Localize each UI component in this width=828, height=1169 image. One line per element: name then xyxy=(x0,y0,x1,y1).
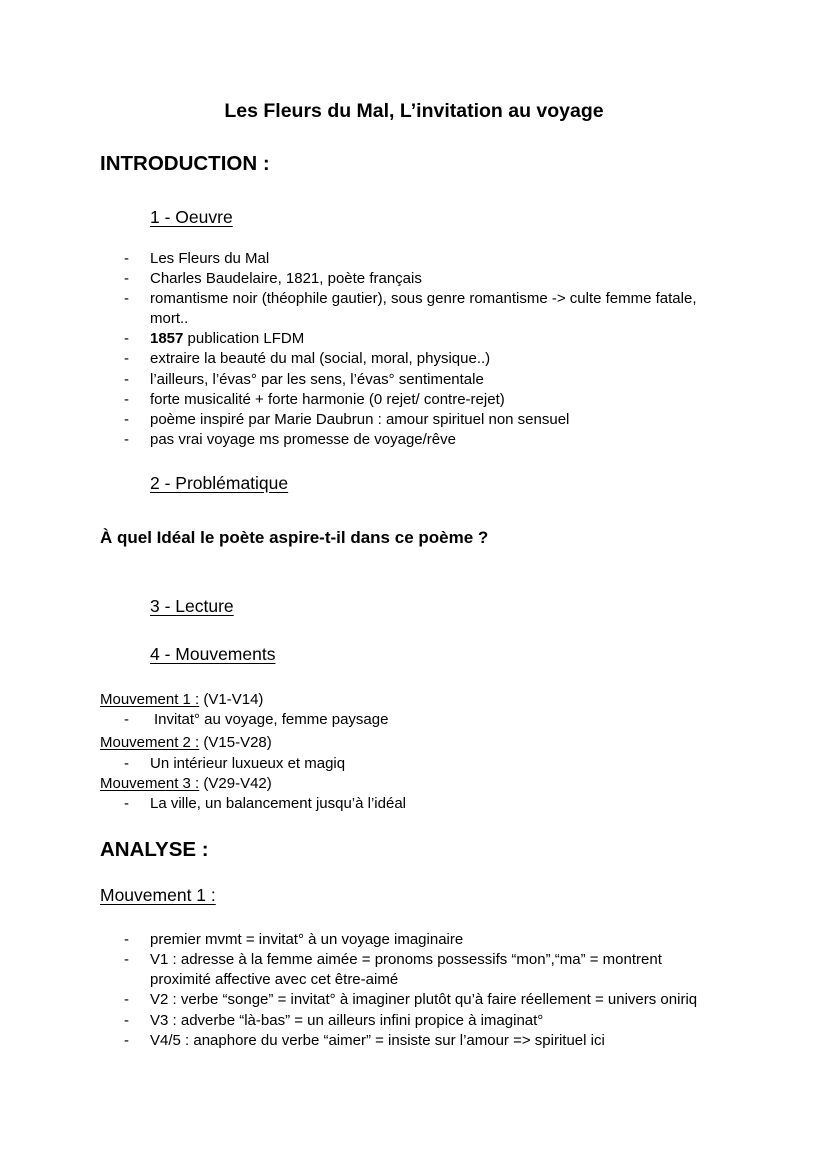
bullet-dash: - xyxy=(124,931,129,948)
list-item: - Charles Baudelaire, 1821, poète français xyxy=(124,270,422,287)
bullet-dash: - xyxy=(124,250,129,267)
list-item: - Les Fleurs du Mal xyxy=(124,250,270,267)
bullet-dash: - xyxy=(124,711,129,728)
list-item: - premier mvmt = invitat° à un voyage imaginaire xyxy=(124,931,464,948)
bullet-dash: - xyxy=(124,991,129,1008)
list-item: - forte musicalité + forte harmonie (0 rejet/ contre-rejet) xyxy=(124,391,505,408)
bullet-dash: - xyxy=(124,1012,129,1029)
section-mouvements-heading: 4 - Mouvements xyxy=(150,644,276,664)
list-item: - La ville, un balancement jusqu’à l’idéal xyxy=(124,795,406,812)
list-item: - l’ailleurs, l’évas° par les sens, l’évas° sentimentale xyxy=(124,371,484,388)
bullet-dash: - xyxy=(124,755,129,772)
bullet-dash: - xyxy=(124,951,129,968)
list-item: - V1 : adresse à la femme aimée = pronoms possessifs “mon”,“ma” = montrent proximité affective avec cet être-aimé xyxy=(124,951,662,988)
analyse-mouvement-1-heading: Mouvement 1 : xyxy=(100,885,216,905)
document-title: Les Fleurs du Mal, L’invitation au voyage xyxy=(224,100,604,122)
publication-year: 1857 xyxy=(150,330,184,347)
list-item: - V3 : adverbe “là-bas” = un ailleurs infini propice à imaginat° xyxy=(124,1012,544,1029)
list-item: - poème inspiré par Marie Daubrun : amour spirituel non sensuel xyxy=(124,411,570,428)
bullet-dash: - xyxy=(124,330,129,347)
mouvement-3-label: Mouvement 3 : (V29-V42) xyxy=(100,775,272,792)
section-problematique-heading: 2 - Problématique xyxy=(150,473,289,493)
list-item: - romantisme noir (théophile gautier), sous genre romantisme -> culte femme fatale, mort.. xyxy=(124,290,697,327)
list-item: - V2 : verbe “songe” = invitat° à imaginer plutôt qu’à faire réellement = univers oniriq xyxy=(124,991,698,1008)
bullet-dash: - xyxy=(124,795,129,812)
bullet-dash: - xyxy=(124,371,129,388)
list-item: - Un intérieur luxueux et magiq xyxy=(124,755,346,772)
list-item: - pas vrai voyage ms promesse de voyage/rêve xyxy=(124,431,456,448)
bullet-dash: - xyxy=(124,411,129,428)
mouvement-2-label: Mouvement 2 : (V15-V28) xyxy=(100,734,272,751)
introduction-heading: INTRODUCTION : xyxy=(100,152,270,175)
list-item: - V4/5 : anaphore du verbe “aimer” = insiste sur l’amour => spirituel ici xyxy=(124,1032,605,1049)
bullet-dash: - xyxy=(124,270,129,287)
list-item: - 1857 publication LFDM xyxy=(124,330,305,347)
list-item: - Invitat° au voyage, femme paysage xyxy=(124,711,389,728)
bullet-dash: - xyxy=(124,350,129,367)
bullet-dash: - xyxy=(124,290,129,307)
analyse-heading: ANALYSE : xyxy=(100,838,209,861)
section-lecture-heading: 3 - Lecture xyxy=(150,596,234,616)
section-oeuvre-heading: 1 - Oeuvre xyxy=(150,207,233,227)
problematique-question: À quel Idéal le poète aspire-t-il dans ce poème ? xyxy=(100,528,489,547)
bullet-dash: - xyxy=(124,1032,129,1049)
list-item: - extraire la beauté du mal (social, moral, physique..) xyxy=(124,350,491,367)
bullet-dash: - xyxy=(124,431,129,448)
mouvement-1-label: Mouvement 1 : (V1-V14) xyxy=(100,691,264,708)
bullet-dash: - xyxy=(124,391,129,408)
